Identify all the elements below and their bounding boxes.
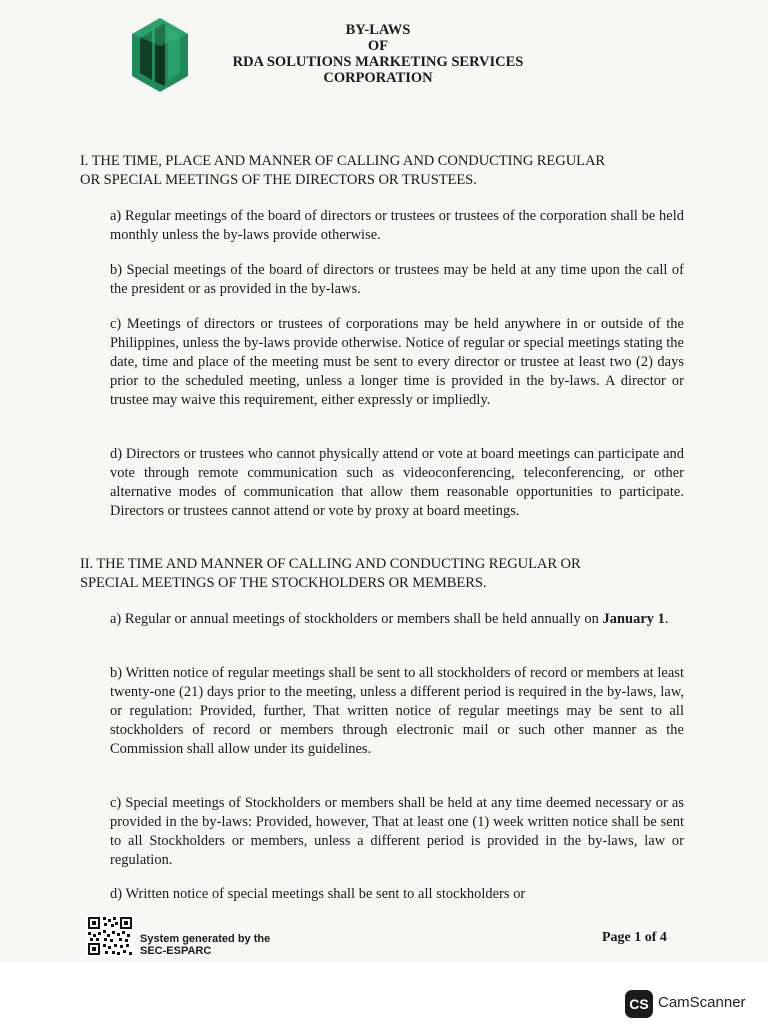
page-number: Page 1 of 4 <box>602 930 667 945</box>
camscanner-label: CamScanner <box>658 994 746 1011</box>
qr-code-icon <box>86 915 134 957</box>
section-2-paragraph-d: d) Written notice of special meetings shall be sent to all stockholders or <box>110 886 526 902</box>
section-1-paragraph-b: b) Special meetings of the board of directors or trustees may be held at any time upon the call of the president or as provided in the by-laws. <box>110 262 684 297</box>
camscanner-icon: CS <box>625 990 653 1018</box>
section-1-paragraph-c: c) Meetings of directors or trustees of corporations may be held anywhere in or outside of the Philippines, unless the by-laws provide otherwise. Notice of regular or special meetings stating the date, time and place of the meeting must be sent to every director or trustee at least two (2) days prior to the scheduled meeting, unless a longer time is provided in the by-laws. A director or trustee may waive this requirement, either expressly or impliedly. <box>110 316 684 408</box>
section-2-heading-line1: II. THE TIME AND MANNER OF CALLING AND CONDUCTING REGULAR OR <box>80 556 581 572</box>
title-line-company: RDA SOLUTIONS MARKETING SERVICES <box>232 54 524 70</box>
section-2-paragraph-a-text: a) Regular or annual meetings of stockholders or members shall be held annually on <box>110 611 603 627</box>
title-line-of: OF <box>367 38 389 54</box>
section-2-paragraph-a-end: . <box>664 611 669 627</box>
meeting-date: January 1 <box>602 611 665 627</box>
section-1-heading-line2: OR SPECIAL MEETINGS OF THE DIRECTORS OR TRUSTEES. <box>80 172 477 188</box>
section-2-heading-line2: SPECIAL MEETINGS OF THE STOCKHOLDERS OR MEMBERS. <box>80 575 487 591</box>
section-2-paragraph-a <box>110 610 684 629</box>
section-1-paragraph-d: d) Directors or trustees who cannot physically attend or vote at board meetings can participate and vote through remote communication such as videoconferencing, teleconferencing, or other alternative modes of communication that allow them reasonable opportunities to participate. Directors or trustees cannot attend or vote by proxy at board meetings. <box>110 446 684 519</box>
title-line-bylaws: BY-LAWS <box>345 22 411 38</box>
section-2-heading <box>80 555 680 593</box>
footer-generated-note <box>140 933 270 957</box>
document-title <box>200 22 556 86</box>
scanner-watermark-band <box>0 962 768 1024</box>
footer-generated-line2: SEC-ESPARC <box>140 945 212 957</box>
section-1-paragraph-a: a) Regular meetings of the board of directors or trustees or trustees of the corporation shall be held monthly unless the by-laws provide otherwise. <box>110 208 684 243</box>
section-2-paragraph-c: c) Special meetings of Stockholders or members shall be held at any time deemed necessary or as provided in the by-laws: Provided, however, That at least one (1) week written notice shall be sent to all Stockholders or members, unless a different period is provided in the by-laws, law or regulation. <box>110 795 684 868</box>
section-1-heading <box>80 152 680 190</box>
section-1-heading-line1: I. THE TIME, PLACE AND MANNER OF CALLING AND CONDUCTING REGULAR <box>80 153 606 169</box>
footer-generated-line1: System generated by the <box>140 933 271 945</box>
title-line-corporation: CORPORATION <box>323 70 433 86</box>
section-2-paragraph-b: b) Written notice of regular meetings shall be sent to all stockholders of record or members at least twenty-one (21) days prior to the meeting, unless a different period is required in the by-laws, law, or regulation: Provided, further, That written notice of regular meetings may be sent to all stockholders of record or members through electronic mail or such other manner as the Commission shall allow under its guidelines. <box>110 665 684 757</box>
company-logo-icon <box>132 18 188 92</box>
